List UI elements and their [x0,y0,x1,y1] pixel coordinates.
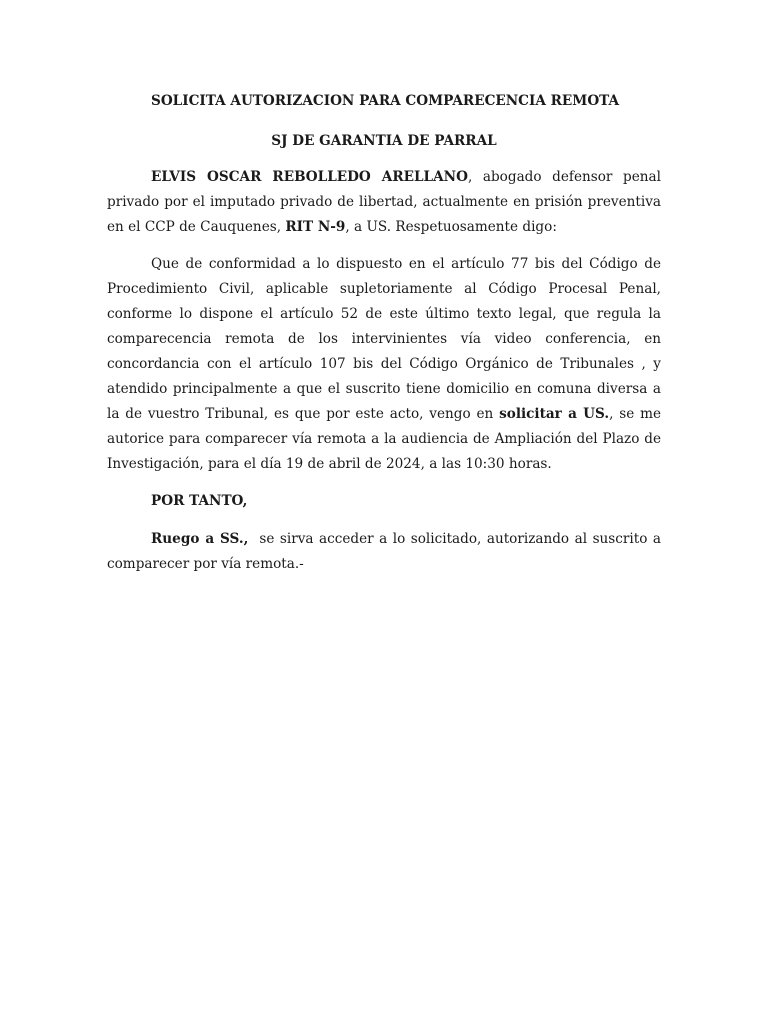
rit-number: RIT N-9 [285,219,346,235]
closing-bold: Ruego a SS., [151,531,249,547]
document-page [107,89,666,577]
por-tanto: POR TANTO, [151,493,248,509]
lawyer-name: ELVIS OSCAR REBOLLEDO ARELLANO [151,169,468,185]
court-name: SJ DE GARANTIA DE PARRAL [271,133,497,149]
body-paragraph [107,252,661,477]
body-text-1: Que de conformidad a lo dispuesto en el artículo 77 bis del Código de Procedimiento Civil, aplicable supletoriamente al Código Procesal Penal, conforme lo dispone el artículo 52 de este último texto legal, que regula la comparecencia remota de los intervinientes vía video conferencia, en concordancia con el artículo 107 bis del Código Orgánico de Tribunales , y atendido principalmente a que el suscrito tiene domicilio en comuna diversa a la de vuestro Tribunal, es que por este acto, vengo en [107,256,661,422]
closing-text: se sirva acceder a lo solicitado, autorizando al suscrito a comparecer por vía remota.- [107,531,666,572]
body-text-2: , se me autorice para comparecer vía remota a la audiencia de Ampliación del Plazo de Investigación, para el día 19 de abril de 2024, a las 10:30 horas. [107,406,661,472]
body-request: solicitar a US. [499,406,610,422]
document-title: SOLICITA AUTORIZACION PARA COMPARECENCIA REMOTA [151,93,620,109]
intro-paragraph [107,165,661,240]
intro-text-2: , a US. Respetuosamente digo: [345,219,557,235]
intro-text-1: , abogado defensor penal privado por el imputado privado de libertad, actualmente en prisión preventiva en el CCP de Cauquenes, [107,169,661,235]
closing-paragraph [107,527,666,577]
